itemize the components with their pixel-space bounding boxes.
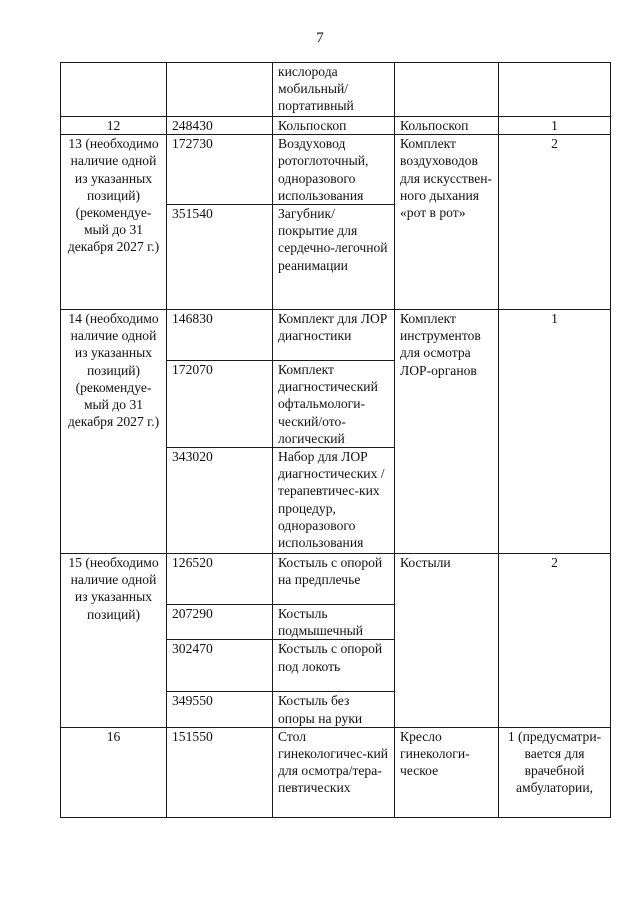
row-number [61, 63, 167, 117]
qty-cell: 1 [499, 310, 611, 554]
qty-cell: 1 (предусматри-вается для врачебной амбулатории, [499, 727, 611, 817]
code-cell: 351540 [167, 205, 273, 310]
qty-cell: 2 [499, 135, 611, 310]
page-number: 7 [316, 30, 324, 46]
group-cell: Комплект воздуховодов для искусствен-ного дыхания «рот в рот» [395, 135, 499, 310]
code-cell: 151550 [167, 727, 273, 817]
group-cell: Костыли [395, 554, 499, 728]
name-cell: Воздуховод ротоглоточный, одноразового использования [273, 135, 395, 205]
name-cell: Набор для ЛОР диагностических /терапевтичес-ких процедур, одноразового использования [273, 448, 395, 554]
table-row [61, 554, 611, 605]
name-cell: Комплект диагностический офтальмологи-ческий/ото-логический [273, 361, 395, 448]
equipment-table [60, 62, 611, 818]
name-cell: Комплект для ЛОР диагностики [273, 310, 395, 361]
table-row [61, 117, 611, 135]
row-number: 13 (необходимо наличие одной из указанных позиций) (рекомендуе-мый до 31 декабря 2027 г.) [61, 135, 167, 310]
group-cell: Комплект инструментов для осмотра ЛОР-органов [395, 310, 499, 554]
code-cell: 172070 [167, 361, 273, 448]
code-cell: 248430 [167, 117, 273, 135]
name-cell: Костыль с опорой под локоть [273, 640, 395, 692]
row-number: 16 [61, 727, 167, 817]
code-cell: 302470 [167, 640, 273, 692]
code-cell: 207290 [167, 605, 273, 640]
qty-cell: 2 [499, 554, 611, 728]
name-cell: Костыль подмышечный [273, 605, 395, 640]
code-cell [167, 63, 273, 117]
code-cell: 349550 [167, 692, 273, 727]
name-cell: Загубник/покрытие для сердечно-легочной реанимации [273, 205, 395, 310]
group-cell: Кольпоскоп [395, 117, 499, 135]
name-cell: Костыль без опоры на руки [273, 692, 395, 727]
group-cell [395, 63, 499, 117]
row-number: 12 [61, 117, 167, 135]
row-number: 15 (необходимо наличие одной из указанных позиций) [61, 554, 167, 728]
code-cell: 343020 [167, 448, 273, 554]
qty-cell: 1 [499, 117, 611, 135]
group-cell: Кресло гинекологи-ческое [395, 727, 499, 817]
table-row [61, 310, 611, 361]
code-cell: 126520 [167, 554, 273, 605]
name-cell: Костыль с опорой на предплечье [273, 554, 395, 605]
name-cell: Кольпоскоп [273, 117, 395, 135]
table-row [61, 727, 611, 817]
row-number: 14 (необходимо наличие одной из указанных позиций) (рекомендуе-мый до 31 декабря 2027 г.) [61, 310, 167, 554]
code-cell: 146830 [167, 310, 273, 361]
table-row [61, 63, 611, 117]
name-cell: Стол гинекологичес-кий для осмотра/тера-певтических [273, 727, 395, 817]
qty-cell [499, 63, 611, 117]
table-row [61, 135, 611, 205]
code-cell: 172730 [167, 135, 273, 205]
name-cell: кислорода мобильный/ портативный [273, 63, 395, 117]
